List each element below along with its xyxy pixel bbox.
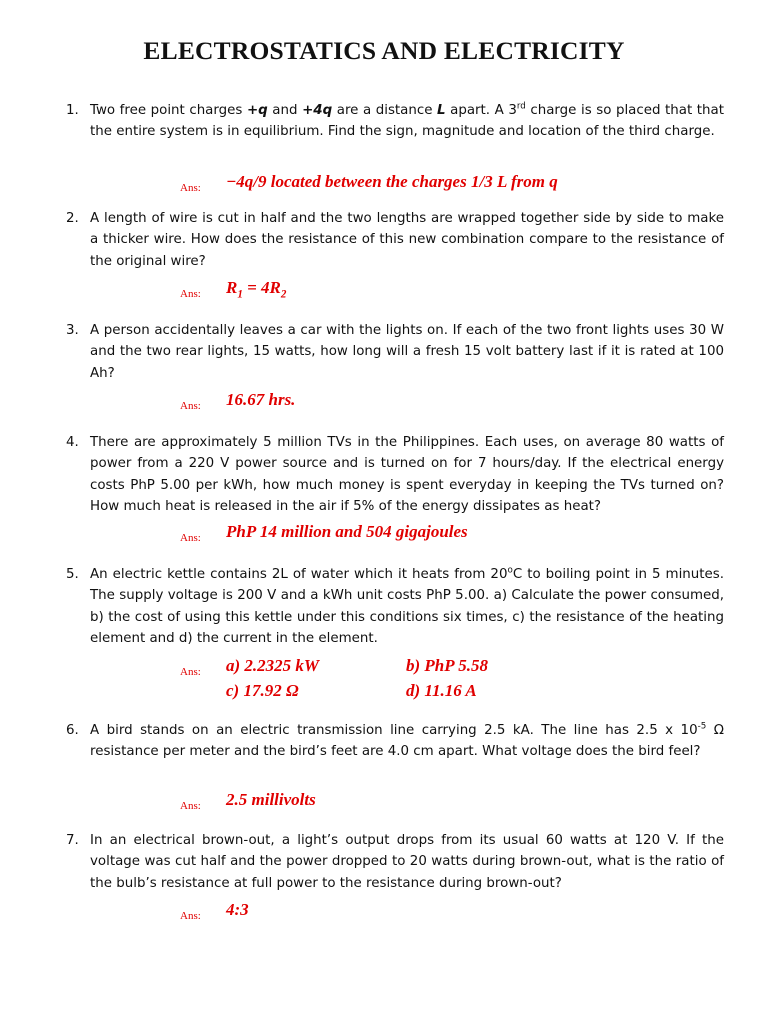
answer-6 (180, 790, 316, 812)
answer-label: Ans: (180, 182, 201, 194)
answer-5a: a) 2.2325 kW (226, 656, 320, 675)
answer-label: Ans: (180, 288, 201, 300)
question-number: 6. (66, 723, 79, 738)
answer-5b: b) PhP 5.58 (406, 656, 489, 675)
page-title: ELECTROSTATICS AND ELECTRICITY (143, 36, 625, 65)
question-number: 2. (66, 211, 79, 226)
question-number: 7. (66, 833, 79, 848)
answer-label: Ans: (180, 532, 201, 544)
answer-value: −4q/9 located between the charges 1/3 L from q (226, 172, 558, 191)
question-text: An electric kettle contains 2L of water which it heats from 20$^o$C to boiling point in 5 minutes. The supply voltage is 200 V and a kWh unit costs PhP 5.00. a) Calculate the power consumed, b) the cost of using this kettle under this conditions six times, c) the resistance of the heating element and d) the current in the element. (90, 565, 724, 647)
question-2 (66, 208, 724, 272)
answer-5d: d) 11.16 A (406, 681, 477, 700)
question-number: 3. (66, 323, 79, 338)
question-text: A person accidentally leaves a car with the lights on. If each of the two front lights uses 30 W and the two rear lights, 15 watts, how long will a fresh 15 volt battery last if it is rated at 100 Ah? (90, 323, 724, 381)
answer-label: Ans: (180, 400, 201, 412)
answer-label: Ans: (180, 910, 201, 922)
question-text: A bird stands on an electric transmission line carrying 2.5 kA. The line has 2.5 x $10^{-5}$ Ω resistance per meter and the bird’s feet are 4.0 cm apart. What voltage does the bird feel? (90, 721, 724, 760)
question-text: In an electrical brown-out, a light’s output drops from its usual 60 watts at 120 V. If the voltage was cut half and the power dropped to 20 watts during brown-out, what is the ratio of the bulb’s resistance at full power to the resistance during brown-out? (90, 833, 724, 891)
answer-label: Ans: (180, 666, 201, 678)
answer-3 (180, 390, 296, 412)
question-number: 5. (66, 567, 79, 582)
answer-1 (180, 172, 558, 194)
question-3 (66, 320, 724, 384)
question-text: There are approximately 5 million TVs in the Philippines. Each uses, on average 80 watts of power from a 220 V power source and is turned on for 7 hours/day. If the electrical energy costs PhP 5.00 per kWh, how much money is spent everyday in keeping the TVs turned on? How much heat is released in the air if 5% of the energy dissipates as heat? (90, 435, 724, 515)
answer-label: Ans: (180, 800, 201, 812)
question-number: 1. (66, 103, 79, 118)
answer-value: $R_1 = 4R_2$ (226, 278, 287, 301)
answer-value: 16.67 hrs. (226, 390, 296, 409)
question-text: Two free point charges +q and +4q are a distance L apart. A 3rd charge is so placed that that the entire system is in equilibrium. Find the sign, magnitude and location of the third charge. (90, 101, 724, 140)
answer-5c: c) 17.92 Ω (226, 681, 299, 700)
answer-value: 4:3 (226, 900, 249, 919)
question-1 (66, 100, 724, 143)
question-7 (66, 830, 724, 894)
answer-4 (180, 522, 468, 544)
question-text: A length of wire is cut in half and the two lengths are wrapped together side by side to make a thicker wire. How does the resistance of this new combination compare to the resistance of the original wire? (90, 211, 724, 269)
question-6 (66, 720, 724, 763)
question-number: 4. (66, 435, 79, 450)
question-5 (66, 564, 724, 650)
question-4 (66, 432, 724, 518)
answer-7 (180, 900, 249, 922)
answer-value: PhP 14 million and 504 gigajoules (226, 522, 468, 541)
answer-5 (180, 656, 489, 700)
answer-2 (180, 278, 287, 301)
answer-value: 2.5 millivolts (226, 790, 316, 809)
